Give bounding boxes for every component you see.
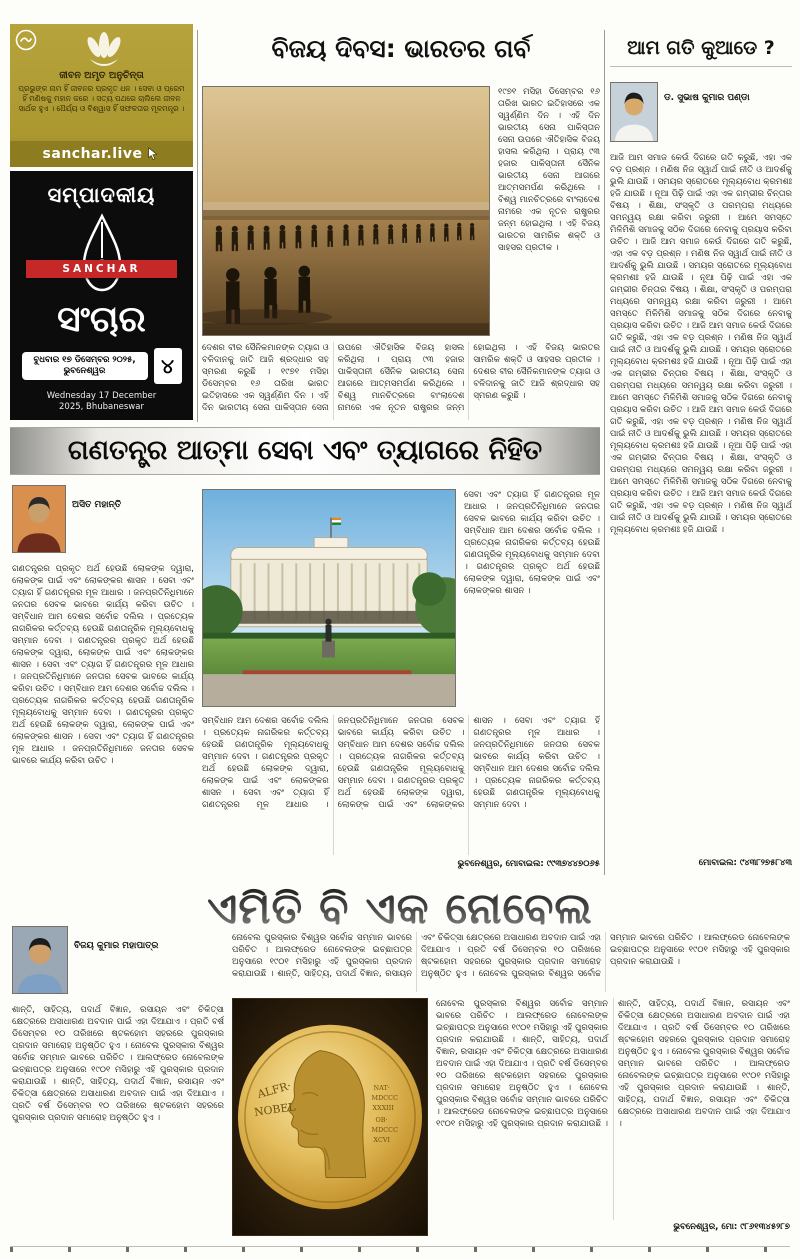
page-number: ୪ bbox=[154, 348, 182, 384]
democracy-body-side: ସେବା ଏବଂ ତ୍ୟାଗ ହିଁ ଗଣତନ୍ତ୍ରର ମୂଳ ଆଧାର । ଜନପ୍ରତିନିଧିମାନେ ଜନତାର ସେବକ ଭାବରେ କାର୍ଯ୍ୟ କରିବା ଉଚିତ । ସମ୍ବିଧାନ ଆମ ଦେଶର ସର୍ବୋଚ୍ଚ ଦଲିଲ । ପ୍ରତ୍ୟେକ ନାଗରିକର କର୍ତ୍ତବ୍ୟ ହେଉଛି ଗଣତାନ୍ତ୍ରିକ ମୂଲ୍ୟବୋଧକୁ ସମ୍ମାନ ଦେବା । ଗଣତନ୍ତ୍ରର ପ୍ରକୃତ ଅର୍ଥ ହେଉଛି ଲୋକଙ୍କ ଦ୍ୱାରା, ଲୋକଙ୍କ ପାଇଁ ଏବଂ ଲୋକଙ୍କର ଶାସନ । bbox=[464, 490, 600, 596]
victory-body-side: ୧୯୭୧ ମସିହା ଡିସେମ୍ବର ୧୬ ତାରିଖ ଭାରତ ଇତିହାସରେ ଏକ ସ୍ୱର୍ଣ୍ଣିମ ଦିନ । ଏହି ଦିନ ଭାରତୀୟ ସେନା ପାକିସ୍ତାନ ସେନା ଉପରେ ଐତିହାସିକ ବିଜୟ ହାସଲ କରିଥିଲା । ପ୍ରାୟ ୯୩ ହଜାର ପାକିସ୍ତାନୀ ସୈନିକ ଭାରତୀୟ ସେନା ଆଗରେ ଆତ୍ମସମର୍ପଣ କରିଥିଲେ । ବିଶ୍ୱ ମାନଚିତ୍ରରେ ବାଂଲାଦେଶ ନାମରେ ଏକ ନୂତନ ରାଷ୍ଟ୍ରର ଜନ୍ମ ହୋଇଥିଲା । ଏହି ବିଜୟ ଭାରତର ସାମରିକ ଶକ୍ତି ଓ ସାହସର ପ୍ରତୀକ । bbox=[498, 87, 600, 253]
democracy-author-block bbox=[12, 485, 194, 557]
cursor-click-icon bbox=[147, 145, 160, 164]
democracy-headline-band bbox=[10, 427, 600, 475]
medal-text-r2: MDCCC bbox=[371, 1094, 399, 1103]
victory-body-bottom: ଦେଶର ବୀର ସୈନିକମାନଙ୍କ ତ୍ୟାଗ ଓ ବଳିଦାନକୁ ଜାତି ଆଜି ଶ୍ରଦ୍ଧାର ସହ ସ୍ମରଣ କରୁଛି । ୧୯୭୧ ମସିହା ଡିସେମ୍ବର ୧୬ ତାରିଖ ଭାରତ ଇତିହାସରେ ଏକ ସ୍ୱର୍ଣ୍ଣିମ ଦିନ । ଏହି ଦିନ ଭାରତୀୟ ସେନା ପାକିସ୍ତାନ ସେନା ଉପରେ ଐତିହାସିକ ବିଜୟ ହାସଲ କରିଥିଲା । ପ୍ରାୟ ୯୩ ହଜାର ପାକିସ୍ତାନୀ ସୈନିକ ଭାରତୀୟ ସେନା ଆଗରେ ଆତ୍ମସମର୍ପଣ କରିଥିଲେ । ବିଶ୍ୱ ମାନଚିତ୍ରରେ ବାଂଲାଦେଶ ନାମରେ ଏକ ନୂତନ ରାଷ୍ଟ୍ରର ଜନ୍ମ ହୋଇଥିଲା । ଏହି ବିଜୟ ଭାରତର ସାମରିକ ଶକ୍ତି ଓ ସାହସର ପ୍ରତୀକ । ଦେଶର ବୀର ସୈନିକମାନଙ୍କ ତ୍ୟାଗ ଓ ବଳିଦାନକୁ ଜାତି ଆଜି ଶ୍ରଦ୍ଧାର ସହ ସ୍ମରଣ କରୁଛି । bbox=[202, 343, 600, 413]
medal-text-r1: NAT· bbox=[373, 1084, 390, 1093]
assembly-building-photo bbox=[202, 489, 456, 707]
pen-nib-icon bbox=[70, 212, 134, 296]
masthead bbox=[10, 171, 193, 420]
nobel-headline: ଏମିତି ବି ଏକ ନୋବେଲ bbox=[10, 882, 790, 936]
article-democracy bbox=[10, 427, 600, 876]
victory-headline: ବିଜୟ ଦିବସ: ଭାରତର ଗର୍ବ bbox=[271, 34, 531, 63]
medal-text-r6: XCVI bbox=[373, 1135, 391, 1144]
pen-logo-block bbox=[10, 212, 193, 300]
direction-byline: ଡ. ସୁଭାଷ କୁମାର ପଣ୍ଡା bbox=[664, 93, 750, 103]
website-link[interactable]: sanchar.live bbox=[42, 146, 143, 162]
direction-contact: ମୋବାଇଲ: ୯୪୩୮୨୭୫୮୪୩ bbox=[698, 858, 792, 868]
brand-ribbon: SANCHAR bbox=[26, 260, 177, 278]
lotus-logo-icon bbox=[82, 27, 126, 67]
nobel-author-block bbox=[12, 926, 224, 1000]
democracy-author-photo bbox=[12, 485, 66, 553]
medal-name-top: ALFR· bbox=[255, 1079, 293, 1102]
nobel-body-top: ନୋବେଲ ପୁରସ୍କାର ବିଶ୍ୱର ସର୍ବୋଚ୍ଚ ସମ୍ମାନ ଭାବରେ ପରିଚିତ । ଆଲଫ୍ରେଡ ନୋବେଲଙ୍କ ଇଚ୍ଛାପତ୍ର ଅନୁସାରେ ୧୯୦୧ ମସିହାରୁ ଏହି ପୁରସ୍କାର ପ୍ରଦାନ କରାଯାଉଛି । ଶାନ୍ତି, ସାହିତ୍ୟ, ପଦାର୍ଥ ବିଜ୍ଞାନ, ରସାୟନ ଏବଂ ଚିକିତ୍ସା କ୍ଷେତ୍ରରେ ଅସାଧାରଣ ଅବଦାନ ପାଇଁ ଏହା ଦିଆଯାଏ । ପ୍ରତି ବର୍ଷ ଡିସେମ୍ବର ୧୦ ତାରିଖରେ ଷ୍ଟକହୋମ ସହରରେ ପୁରସ୍କାର ପ୍ରଦାନ ସମାରୋହ ଅନୁଷ୍ଠିତ ହୁଏ । ନୋବେଲ ପୁରସ୍କାର ବିଶ୍ୱର ସର୍ବୋଚ୍ଚ ସମ୍ମାନ ଭାବରେ ପରିଚିତ । ଆଲଫ୍ରେଡ ନୋବେଲଙ୍କ ଇଚ୍ଛାପତ୍ର ଅନୁସାରେ ୧୯୦୧ ମସିହାରୁ ଏହି ପୁରସ୍କାର ପ୍ରଦାନ କରାଯାଉଛି । bbox=[232, 933, 790, 979]
medal-text-r4: OB· bbox=[375, 1115, 388, 1124]
nobel-body-right: ନୋବେଲ ପୁରସ୍କାର ବିଶ୍ୱର ସର୍ବୋଚ୍ଚ ସମ୍ମାନ ଭାବରେ ପରିଚିତ । ଆଲଫ୍ରେଡ ନୋବେଲଙ୍କ ଇଚ୍ଛାପତ୍ର ଅନୁସାରେ ୧୯୦୧ ମସିହାରୁ ଏହି ପୁରସ୍କାର ପ୍ରଦାନ କରାଯାଉଛି । ଶାନ୍ତି, ସାହିତ୍ୟ, ପଦାର୍ଥ ବିଜ୍ଞାନ, ରସାୟନ ଏବଂ ଚିକିତ୍ସା କ୍ଷେତ୍ରରେ ଅସାଧାରଣ ଅବଦାନ ପାଇଁ ଏହା ଦିଆଯାଏ । ପ୍ରତି ବର୍ଷ ଡିସେମ୍ବର ୧୦ ତାରିଖରେ ଷ୍ଟକହୋମ ସହରରେ ପୁରସ୍କାର ପ୍ରଦାନ ସମାରୋହ ଅନୁଷ୍ଠିତ ହୁଏ । ନୋବେଲ ପୁରସ୍କାର ବିଶ୍ୱର ସର୍ବୋଚ୍ଚ ସମ୍ମାନ ଭାବରେ ପରିଚିତ । ଆଲଫ୍ରେଡ ନୋବେଲଙ୍କ ଇଚ୍ଛାପତ୍ର ଅନୁସାରେ ୧୯୦୧ ମସିହାରୁ ଏହି ପୁରସ୍କାର ପ୍ରଦାନ କରାଯାଉଛି । ଶାନ୍ତି, ସାହିତ୍ୟ, ପଦାର୍ଥ ବିଜ୍ଞାନ, ରସାୟନ ଏବଂ ଚିକିତ୍ସା କ୍ଷେତ୍ରରେ ଅସାଧାରଣ ଅବଦାନ ପାଇଁ ଏହା ଦିଆଯାଏ । ପ୍ରତି ବର୍ଷ ଡିସେମ୍ବର ୧୦ ତାରିଖରେ ଷ୍ଟକହୋମ ସହରରେ ପୁରସ୍କାର ପ୍ରଦାନ ସମାରୋହ ଅନୁଷ୍ଠିତ ହୁଏ । ନୋବେଲ ପୁରସ୍କାର ବିଶ୍ୱର ସର୍ବୋଚ୍ଚ ସମ୍ମାନ ଭାବରେ ପରିଚିତ । ଆଲଫ୍ରେଡ ନୋବେଲଙ୍କ ଇଚ୍ଛାପତ୍ର ଅନୁସାରେ ୧୯୦୧ ମସିହାରୁ ଏହି ପୁରସ୍କାର ପ୍ରଦାନ କରାଯାଉଛି । ଶାନ୍ତି, ସାହିତ୍ୟ, ପଦାର୍ଥ ବିଜ୍ଞାନ, ରସାୟନ ଏବଂ ଚିକିତ୍ସା କ୍ଷେତ୍ରରେ ଅସାଧାରଣ ଅବଦାନ ପାଇଁ ଏହା ଦିଆଯାଏ । bbox=[436, 999, 790, 1129]
nobel-author-photo bbox=[12, 926, 68, 994]
direction-body: ଆଜି ଆମ ସମାଜ କେଉଁ ଦିଗରେ ଗତି କରୁଛି, ଏହା ଏକ ବଡ଼ ପ୍ରଶ୍ନ । ମଣିଷ ନିଜ ସ୍ୱାର୍ଥ ପାଇଁ ନୀତି ଓ ଆଦର୍ଶକୁ ଭୁଲି ଯାଉଛି । ସମୟର ସ୍ରୋତରେ ମୂଲ୍ୟବୋଧ କ୍ରମଶଃ ହଜି ଯାଉଛି । ନୂଆ ପିଢ଼ି ପାଇଁ ଏହା ଏକ ଗମ୍ଭୀର ଚିନ୍ତାର ବିଷୟ । ଶିକ୍ଷା, ସଂସ୍କୃତି ଓ ପରମ୍ପରା ମଧ୍ୟରେ ସମନ୍ୱୟ ରକ୍ଷା କରିବା ଜରୁରୀ । ଆମେ ସମସ୍ତେ ମିଳିମିଶି ସମାଜକୁ ସଠିକ ଦିଗରେ ନେବାକୁ ପ୍ରୟାସ କରିବା ଉଚିତ । ଆଜି ଆମ ସମାଜ କେଉଁ ଦିଗରେ ଗତି କରୁଛି, ଏହା ଏକ ବଡ଼ ପ୍ରଶ୍ନ । ମଣିଷ ନିଜ ସ୍ୱାର୍ଥ ପାଇଁ ନୀତି ଓ ଆଦର୍ଶକୁ ଭୁଲି ଯାଉଛି । ସମୟର ସ୍ରୋତରେ ମୂଲ୍ୟବୋଧ କ୍ରମଶଃ ହଜି ଯାଉଛି । ନୂଆ ପିଢ଼ି ପାଇଁ ଏହା ଏକ ଗମ୍ଭୀର ଚିନ୍ତାର ବିଷୟ । ଶିକ୍ଷା, ସଂସ୍କୃତି ଓ ପରମ୍ପରା ମଧ୍ୟରେ ସମନ୍ୱୟ ରକ୍ଷା କରିବା ଜରୁରୀ । ଆମେ ସମସ୍ତେ ମିଳିମିଶି ସମାଜକୁ ସଠିକ ଦିଗରେ ନେବାକୁ ପ୍ରୟାସ କରିବା ଉଚିତ । ଆଜି ଆମ ସମାଜ କେଉଁ ଦିଗରେ ଗତି କରୁଛି, ଏହା ଏକ ବଡ଼ ପ୍ରଶ୍ନ । ମଣିଷ ନିଜ ସ୍ୱାର୍ଥ ପାଇଁ ନୀତି ଓ ଆଦର୍ଶକୁ ଭୁଲି ଯାଉଛି । ସମୟର ସ୍ରୋତରେ ମୂଲ୍ୟବୋଧ କ୍ରମଶଃ ହଜି ଯାଉଛି । ନୂଆ ପିଢ଼ି ପାଇଁ ଏହା ଏକ ଗମ୍ଭୀର ଚିନ୍ତାର ବିଷୟ । ଶିକ୍ଷା, ସଂସ୍କୃତି ଓ ପରମ୍ପରା ମଧ୍ୟରେ ସମନ୍ୱୟ ରକ୍ଷା କରିବା ଜରୁରୀ । ଆମେ ସମସ୍ତେ ମିଳିମିଶି ସମାଜକୁ ସଠିକ ଦିଗରେ ନେବାକୁ ପ୍ରୟାସ କରିବା ଉଚିତ । ଆଜି ଆମ ସମାଜ କେଉଁ ଦିଗରେ ଗତି କରୁଛି, ଏହା ଏକ ବଡ଼ ପ୍ରଶ୍ନ । ମଣିଷ ନିଜ ସ୍ୱାର୍ଥ ପାଇଁ ନୀତି ଓ ଆଦର୍ଶକୁ ଭୁଲି ଯାଉଛି । ସମୟର ସ୍ରୋତରେ ମୂଲ୍ୟବୋଧ କ୍ରମଶଃ ହଜି ଯାଉଛି । ନୂଆ ପିଢ଼ି ପାଇଁ ଏହା ଏକ ଗମ୍ଭୀର ଚିନ୍ତାର ବିଷୟ । ଶିକ୍ଷା, ସଂସ୍କୃତି ଓ ପରମ୍ପରା ମଧ୍ୟରେ ସମନ୍ୱୟ ରକ୍ଷା କରିବା ଜରୁରୀ । ଆମେ ସମସ୍ତେ ମିଳିମିଶି ସମାଜକୁ ସଠିକ ଦିଗରେ ନେବାକୁ ପ୍ରୟାସ କରିବା ଉଚିତ । ଆଜି ଆମ ସମାଜ କେଉଁ ଦିଗରେ ଗତି କରୁଛି, ଏହା ଏକ ବଡ଼ ପ୍ରଶ୍ନ । ମଣିଷ ନିଜ ସ୍ୱାର୍ଥ ପାଇଁ ନୀତି ଓ ଆଦର୍ଶକୁ ଭୁଲି ଯାଉଛି । ସମୟର ସ୍ରୋତରେ ମୂଲ୍ୟବୋଧ କ୍ରମଶଃ ହଜି ଯାଉଛି । bbox=[610, 153, 792, 535]
quote-text: ପ୍ରଭୁଙ୍କ ନାମ ହିଁ ଜୀବନର ପ୍ରକୃତ ଧନ । ସେବା ଓ ପ୍ରେମ ହିଁ ମଣିଷକୁ ମହାନ କରେ । ସତ୍ୟ ପଥରେ ଚାଲିଲେ ଜୀବନ ସାର୍ଥକ ହୁଏ । ଧୈର୍ଯ୍ୟ ଓ ବିଶ୍ୱାସ ହିଁ ସଫଳତାର ମୂଳମନ୍ତ୍ର । bbox=[18, 84, 185, 113]
column-divider bbox=[197, 30, 198, 422]
democracy-body-bottom: ସମ୍ବିଧାନ ଆମ ଦେଶର ସର୍ବୋଚ୍ଚ ଦଲିଲ । ପ୍ରତ୍ୟେକ ନାଗରିକର କର୍ତ୍ତବ୍ୟ ହେଉଛି ଗଣତାନ୍ତ୍ରିକ ମୂଲ୍ୟବୋଧକୁ ସମ୍ମାନ ଦେବା । ଗଣତନ୍ତ୍ରର ପ୍ରକୃତ ଅର୍ଥ ହେଉଛି ଲୋକଙ୍କ ଦ୍ୱାରା, ଲୋକଙ୍କ ପାଇଁ ଏବଂ ଲୋକଙ୍କର ଶାସନ । ସେବା ଏବଂ ତ୍ୟାଗ ହିଁ ଗଣତନ୍ତ୍ରର ମୂଳ ଆଧାର । ଜନପ୍ରତିନିଧିମାନେ ଜନତାର ସେବକ ଭାବରେ କାର୍ଯ୍ୟ କରିବା ଉଚିତ । ସମ୍ବିଧାନ ଆମ ଦେଶର ସର୍ବୋଚ୍ଚ ଦଲିଲ । ପ୍ରତ୍ୟେକ ନାଗରିକର କର୍ତ୍ତବ୍ୟ ହେଉଛି ଗଣତାନ୍ତ୍ରିକ ମୂଲ୍ୟବୋଧକୁ ସମ୍ମାନ ଦେବା । ଗଣତନ୍ତ୍ରର ପ୍ରକୃତ ଅର୍ଥ ହେଉଛି ଲୋକଙ୍କ ଦ୍ୱାରା, ଲୋକଙ୍କ ପାଇଁ ଏବଂ ଲୋକଙ୍କର ଶାସନ । ସେବା ଏବଂ ତ୍ୟାଗ ହିଁ ଗଣତନ୍ତ୍ରର ମୂଳ ଆଧାର । ଜନପ୍ରତିନିଧିମାନେ ଜନତାର ସେବକ ଭାବରେ କାର୍ଯ୍ୟ କରିବା ଉଚିତ । ସମ୍ବିଧାନ ଆମ ଦେଶର ସର୍ବୋଚ୍ଚ ଦଲିଲ । ପ୍ରତ୍ୟେକ ନାଗରିକର କର୍ତ୍ତବ୍ୟ ହେଉଛି ଗଣତାନ୍ତ୍ରିକ ମୂଲ୍ୟବୋଧକୁ ସମ୍ମାନ ଦେବା । bbox=[202, 716, 600, 810]
democracy-byline: ଅସିତ ମହାନ୍ତି bbox=[72, 500, 122, 510]
nobel-body-left: ଶାନ୍ତି, ସାହିତ୍ୟ, ପଦାର୍ଥ ବିଜ୍ଞାନ, ରସାୟନ ଏବଂ ଚିକିତ୍ସା କ୍ଷେତ୍ରରେ ଅସାଧାରଣ ଅବଦାନ ପାଇଁ ଏହା ଦିଆଯାଏ । ପ୍ରତି ବର୍ଷ ଡିସେମ୍ବର ୧୦ ତାରିଖରେ ଷ୍ଟକହୋମ ସହରରେ ପୁରସ୍କାର ପ୍ରଦାନ ସମାରୋହ ଅନୁଷ୍ଠିତ ହୁଏ । ନୋବେଲ ପୁରସ୍କାର ବିଶ୍ୱର ସର୍ବୋଚ୍ଚ ସମ୍ମାନ ଭାବରେ ପରିଚିତ । ଆଲଫ୍ରେଡ ନୋବେଲଙ୍କ ଇଚ୍ଛାପତ୍ର ଅନୁସାରେ ୧୯୦୧ ମସିହାରୁ ଏହି ପୁରସ୍କାର ପ୍ରଦାନ କରାଯାଉଛି । ଶାନ୍ତି, ସାହିତ୍ୟ, ପଦାର୍ଥ ବିଜ୍ଞାନ, ରସାୟନ ଏବଂ ଚିକିତ୍ସା କ୍ଷେତ୍ରରେ ଅସାଧାରଣ ଅବଦାନ ପାଇଁ ଏହା ଦିଆଯାଏ । ପ୍ରତି ବର୍ଷ ଡିସେମ୍ବର ୧୦ ତାରିଖରେ ଷ୍ଟକହୋମ ସହରରେ ପୁରସ୍କାର ପ୍ରଦାନ ସମାରୋହ ଅନୁଷ୍ଠିତ ହୁଏ । bbox=[12, 1005, 224, 1123]
date-row bbox=[10, 348, 193, 384]
direction-headline: ଆମ ଗତି କୁଆଡେ ? bbox=[610, 28, 792, 67]
quote-box bbox=[10, 24, 193, 167]
soldiers-photo bbox=[202, 86, 490, 336]
democracy-contact: ଭୁବନେଶ୍ୱର, ମୋବାଇଲ: ୯୯୩୭୪୪୭୦୬୫ bbox=[457, 859, 600, 869]
direction-author-block bbox=[610, 82, 792, 146]
brand-odia: ସଂଚାର bbox=[57, 299, 146, 340]
date-odia: ବୁଧବାର ୧୭ ଡିସେମ୍ବର ୨୦୨୫, ଭୁବନେଶ୍ୱର bbox=[22, 352, 148, 380]
article-victory-day bbox=[202, 28, 600, 422]
quote-heading: ଜୀବନ ଅମୃତ ଅନୁଚିନ୍ତା bbox=[59, 70, 144, 81]
democracy-headline: ଗଣତନ୍ତ୍ର ଆତ୍ମା ସେବା ଏବଂ ତ୍ୟାଗରେ ନିହିତ bbox=[67, 435, 543, 466]
website-strip bbox=[10, 141, 193, 167]
om-symbol-icon bbox=[15, 29, 37, 51]
democracy-body-left: ଗଣତନ୍ତ୍ରର ପ୍ରକୃତ ଅର୍ଥ ହେଉଛି ଲୋକଙ୍କ ଦ୍ୱାରା, ଲୋକଙ୍କ ପାଇଁ ଏବଂ ଲୋକଙ୍କର ଶାସନ । ସେବା ଏବଂ ତ୍ୟାଗ ହିଁ ଗଣତନ୍ତ୍ରର ମୂଳ ଆଧାର । ଜନପ୍ରତିନିଧିମାନେ ଜନତାର ସେବକ ଭାବରେ କାର୍ଯ୍ୟ କରିବା ଉଚିତ । ସମ୍ବିଧାନ ଆମ ଦେଶର ସର୍ବୋଚ୍ଚ ଦଲିଲ । ପ୍ରତ୍ୟେକ ନାଗରିକର କର୍ତ୍ତବ୍ୟ ହେଉଛି ଗଣତାନ୍ତ୍ରିକ ମୂଲ୍ୟବୋଧକୁ ସମ୍ମାନ ଦେବା । ଗଣତନ୍ତ୍ରର ପ୍ରକୃତ ଅର୍ଥ ହେଉଛି ଲୋକଙ୍କ ଦ୍ୱାରା, ଲୋକଙ୍କ ପାଇଁ ଏବଂ ଲୋକଙ୍କର ଶାସନ । ସେବା ଏବଂ ତ୍ୟାଗ ହିଁ ଗଣତନ୍ତ୍ରର ମୂଳ ଆଧାର । ଜନପ୍ରତିନିଧିମାନେ ଜନତାର ସେବକ ଭାବରେ କାର୍ଯ୍ୟ କରିବା ଉଚିତ । ସମ୍ବିଧାନ ଆମ ଦେଶର ସର୍ବୋଚ୍ଚ ଦଲିଲ । ପ୍ରତ୍ୟେକ ନାଗରିକର କର୍ତ୍ତବ୍ୟ ହେଉଛି ଗଣତାନ୍ତ୍ରିକ ମୂଲ୍ୟବୋଧକୁ ସମ୍ମାନ ଦେବା । ଗଣତନ୍ତ୍ରର ପ୍ରକୃତ ଅର୍ଥ ହେଉଛି ଲୋକଙ୍କ ଦ୍ୱାରା, ଲୋକଙ୍କ ପାଇଁ ଏବଂ ଲୋକଙ୍କର ଶାସନ । ସେବା ଏବଂ ତ୍ୟାଗ ହିଁ ଗଣତନ୍ତ୍ରର ମୂଳ ଆଧାର । ଜନପ୍ରତିନିଧିମାନେ ଜନତାର ସେବକ ଭାବରେ କାର୍ଯ୍ୟ କରିବା ଉଚିତ । bbox=[12, 564, 194, 766]
nobel-medal-photo bbox=[232, 998, 428, 1236]
column-divider bbox=[604, 30, 605, 875]
article-direction bbox=[610, 28, 792, 876]
editorial-label: ସମ୍ପାଦକୀୟ bbox=[47, 183, 156, 207]
footer-bar bbox=[10, 1246, 790, 1252]
article-nobel bbox=[10, 882, 790, 1238]
nobel-byline: ବିଜୟ କୁମାର ମହାପାତ୍ର bbox=[74, 941, 159, 951]
date-english: Wednesday 17 December 2025, Bhubaneswar bbox=[46, 391, 157, 412]
direction-author-photo bbox=[610, 82, 658, 142]
medal-text-r3: XXXIII bbox=[372, 1104, 394, 1113]
nobel-contact: ଭୁବନେଶ୍ୱର, ମୋ: ୯୮୬୧୩୪୫୨୮୭ bbox=[673, 1222, 790, 1232]
medal-text-r5: MDCCC bbox=[371, 1125, 399, 1134]
medal-name-bottom: NOBEL bbox=[253, 1100, 297, 1119]
